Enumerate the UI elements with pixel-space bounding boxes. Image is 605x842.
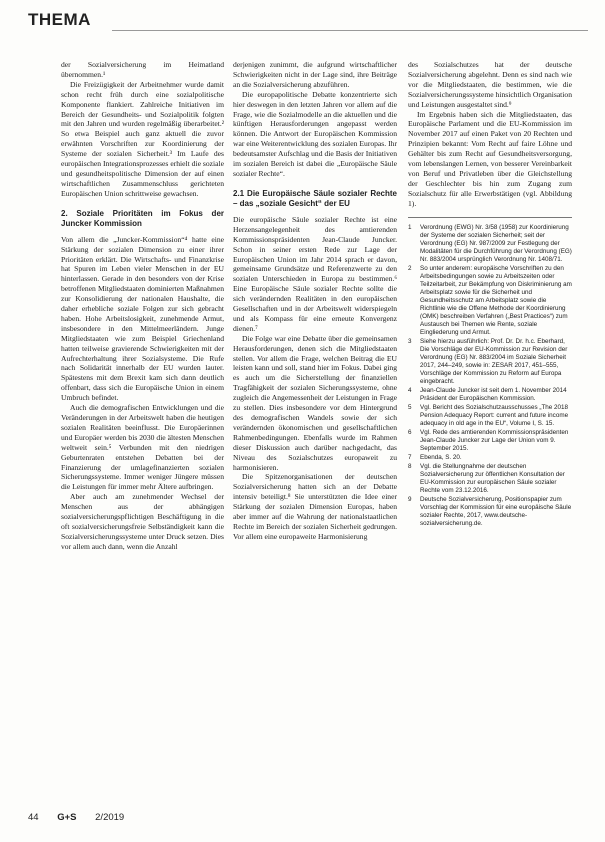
footnotes [408, 224, 572, 528]
paragraph: Von allem die „Juncker-Kommission“⁴ hatte eine Stärkung der sozialen Dimension zu einer ihrer Prioritäten erklärt. Die Wirtschafts- und Finanzkrise hat Spuren im Leben vieler Menschen in der EU hinterlassen. Gerade in den besonders von der Krise betroffenen Mitgliedstaaten dominierten Maßnahmen zur Konsolidierung der nationalen Haushalte, die daher erhebliche soziale Folgen zur sich gebracht haben. Hohe Arbeitslosigkeit, zunehmende Armut, insbesondere in den Mittelmeerländern. Junge Mitgliedstaaten wie zum Beispiel Griechenland hatten teilweise gravierende Schwierigkeiten mit der Aufrechterhaltung ihrer Sozialsysteme. Die Rufe nach Solidarität innerhalb der EU wurden lauter. Spätestens mit dem Brexit kam sich dann deutlich offenbart, dass sich die Europäische Union in einem Umbruch befindet. [61, 234, 224, 403]
footnote-number: 7 [408, 453, 412, 461]
paragraph: der Sozialversicherung im Heimatland übernommen.¹ [61, 60, 224, 79]
page-footer [28, 812, 588, 823]
footnote-text: Ebenda, S. 20. [420, 453, 462, 461]
footnote-text: Verordnung (EWG) Nr. 3/58 (1958) zur Koordinierung der Systeme der sozialen Sicherheit; seit der Verordnung (EG) Nr. 987/2009 zur Festlegung der Modalitäten für die Durchführung der Verordnung (EG) Nr. 883/2004 ursprünglich Verordnung Nr. 1408/71. [420, 223, 572, 263]
footnote-number: 2 [408, 264, 412, 272]
footnote-divider [408, 217, 572, 218]
footnote-text: Vgl. Rede des amtierenden Kommissionspräsidenten Jean-Claude Juncker zur Lage der Union vom 9. September 2015. [420, 428, 569, 452]
paragraph: Im Ergebnis haben sich die Mitgliedstaaten, das Europäische Parlament und die EU-Kommission im November 2017 auf einen Paket von 20 Rechten und Prinzipien bekannt: Vom Recht auf faire Löhne und Gehälter bis zum Recht auf Gesundheitsversorgung, vom lebenslangen Lernen, von besserer Vereinbarkeit von Beruf und Privatleben über die Gleichstellung der Geschlechter bis hin zum Zugang zum Sozialschutz für alle Erwerbstätigen (vgl. Abbildung 1). [408, 109, 572, 208]
footnote-number: 3 [408, 337, 412, 345]
paragraph: des Sozialschutzes hat der deutsche Sozialversicherung abgelehnt. Denn es sind nach wie vor die Mitgliedstaaten, die bestimmen, wie die Sozialversicherungssysteme hinsichtlich Organisation und Leistungen ausgestaltet sind.⁹ [408, 60, 572, 109]
issue-number: 2/2019 [95, 812, 125, 823]
section-heading: 2. Soziale Prioritäten im Fokus der Juncker Kommission [61, 208, 224, 228]
footnote [408, 429, 572, 453]
column-1 [61, 60, 224, 552]
footnote [408, 265, 572, 337]
footnote-number: 4 [408, 386, 412, 394]
page-header [28, 10, 588, 36]
footnote-text: Vgl. Bericht des Sozialschutzausschusses „The 2018 Pension Adequacy Report: current and future income adequacy in old age in the EU“, Volume I, S. 15. [420, 403, 569, 427]
footnote-number: 8 [408, 462, 412, 470]
footnote-number: 9 [408, 495, 412, 503]
paragraph: Die europäische Säule sozialer Rechte ist eine Herzensangelegenheit des amtierenden Kommissionspräsidenten Jean-Claude Juncker. Schon in seiner ersten Rede zur Lage der Europäischen Union im Jahr 2014 sprach er davon, gemeinsame Grundsätze und Referenzwerte zu den sozialen Unterschieden in Europa zu bestimmen.⁶ Eine Europäische Säule sozialer Rechte sollte die sich verändernden Realitäten in den europäischen Gesellschaften und in der Arbeitswelt widerspiegeln und als Kompass für eine erneute Konvergenz dienen.⁷ [233, 214, 397, 333]
footnote-text: Vgl. die Stellungnahme der deutschen Sozialversicherung zur öffentlichen Konsultation der EU-Kommission zur europäischen Säule sozialer Rechte vom 23.12.2016. [420, 462, 565, 494]
footnote [408, 404, 572, 428]
footnote [408, 463, 572, 495]
page-number: 44 [28, 812, 39, 823]
footnote [408, 338, 572, 386]
paragraph: Die Freizügigkeit der Arbeitnehmer wurde damit schon recht früh durch eine sozialpolitische Komponente flankiert. Zahlreiche Initiativen im Bereich der Gesundheits- und Sozialpolitik folgten mit den Jahren und wurden regelmäßig überarbeitet.² So etwa Beispiel auch ganz aktuell die zuvor erwähnten Vorschriften zur Koordinierung der Systeme der sozialen Sicherheit.³ Im Laufe des europäischen Integrationsprozesses erhielt die soziale und gesundheitspolitische Dimension der auf einen wirtschaftlichen Zusammenschluss gerichteten Europäischen Union schrittweise gewachsen. [61, 79, 224, 198]
column-3 [408, 60, 572, 529]
footnote [408, 454, 572, 462]
footnote [408, 224, 572, 264]
paragraph: Die Spitzenorganisationen der deutschen Sozialversicherung hatten sich an der Debatte intensiv beteiligt.⁸ Sie unterstützten die Idee einer Stärkung der sozialen Dimension Europas, haben aber immer auf die Wahrung der nationalstaatlichen Rechte im Bereich der sozialen Sicherheit gedrungen. Vor allem eine europaweite Harmonisierung [233, 472, 397, 541]
section-heading: 2.1 Die Europäische Säule sozialer Rechte – das „soziale Gesicht“ der EU [233, 188, 397, 208]
column-2 [233, 60, 397, 542]
section-label: THEMA [28, 10, 91, 29]
paragraph: Die Folge war eine Debatte über die gemeinsamen Herausforderungen, denen sich die Mitgliedstaaten stellen. Vor allem die Frage, welchen Beitrag die EU leisten kann und soll, stand hier im Fokus. Dabei ging es auch um die Sicherstellung der finanziellen Tragfähigkeit der sozialen Sicherungssysteme, ohne zugleich die Angemessenheit der Leistungen in Frage zu stellen. Dies insbesondere vor dem Hintergrund des demografischen Wandels sowie der sich verändernden ökonomischen und gesellschaftlichen Rahmenbedingungen. Ebenfalls wurde im Rahmen dieser Diskussion auch darüber nachgedacht, das Niveau des Sozialschutzes europaweit zu harmonisieren. [233, 333, 397, 472]
footnote-text: Deutsche Sozialversicherung, Positionspapier zum Vorschlag der Kommission für eine europäische Säule sozialer Rechte, 2017, www.deutsche-sozialversicherung.de. [420, 495, 572, 527]
footnote-text: Siehe hierzu ausführlich: Prof. Dr. Dr. h.c. Eberhard, Die Vorschläge der EU-Kommission zur Revision der Verordnung (EG) Nr. 883/2004 im Soziale Sicherheit 2017, 244–249, sowie in: ZESAR 2017, 451–555, Vorschläge der Kommission zu Reform auf Europa eingebracht. [420, 337, 568, 385]
paragraph: Auch die demografischen Entwicklungen und die Veränderungen in der Arbeitswelt haben die heutigen sozialen Realitäten beeinflusst. Die Europäerinnen und Europäer werden bis 2030 die ältesten Menschen weltweit sein.⁵ Verbunden mit den niedrigen Geburtenraten entstehen Debatten bei der Finanzierung der umlagefinanzierten sozialen Sicherungssysteme. Immer weniger Jüngere müssen die Leistungen für immer mehr Ältere aufbringen. [61, 403, 224, 492]
footnote-number: 6 [408, 428, 412, 436]
header-rule [112, 30, 588, 31]
footnote [408, 387, 572, 403]
footnote [408, 496, 572, 528]
footnote-number: 5 [408, 403, 412, 411]
magazine-name: G+S [57, 812, 77, 823]
footnote-text: So unter anderem: europäische Vorschriften zu den Arbeitsbedingungen sowie zu Arbeitszeiten oder Teilzeitarbeit, zur Bekämpfung von Diskriminierung am Arbeitsplatz sowie für die Sicherheit und Gesundheitsschutz am Arbeitsplatz sowie die Richtlinie wie die Offene Methode der Koordinierung (OMK) beschreiben Verfahren („Best Practices“) zum Austausch bei Themen wie Rente, soziale Eingliederung und Armut. [420, 264, 572, 336]
footnote-text: Jean-Claude Juncker ist seit dem 1. November 2014 Präsident der Europäischen Kommission. [420, 386, 567, 402]
paragraph: Die europapolitische Debatte konzentrierte sich hier deswegen in den letzten Jahren vor allem auf die Frage, wie die Sozialmodelle an die aktuellen und die künftigen Herausforderungen angepasst werden können. Die Antwort der Europäischen Kommission war eine Weiterentwicklung des sozialen Europas. Ihr bedeutsamster Aufschlag und die Basis der Initiativen im sozialen Bereich ist dabei die „Europäische Säule sozialer Rechte“. [233, 89, 397, 178]
footnote-number: 1 [408, 223, 412, 231]
paragraph: Aber auch am zunehmender Wechsel der Menschen aus der abhängigen sozialversicherungspflichtigen Beschäftigung in die oft sozialversicherungsfreie Selbständigkeit kann die Sozialversicherungssysteme unter Druck setzen. Dies vor allem auch dann, wenn die Anzahl [61, 492, 224, 551]
paragraph: derjenigen zunimmt, die aufgrund wirtschaftlicher Schwierigkeiten nicht in der Lage sind, ihre Beiträge an die Sozialversicherung abzuführen. [233, 60, 397, 89]
